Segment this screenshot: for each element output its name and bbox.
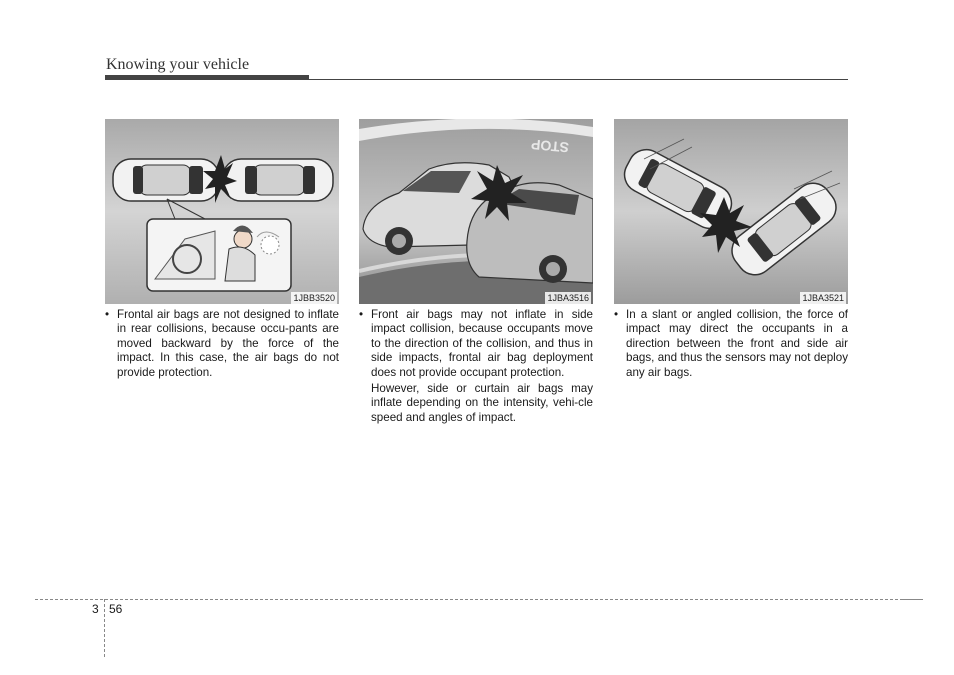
figure-code: 1JBA3516 <box>547 293 589 303</box>
header-rule <box>105 79 848 80</box>
chapter-number: 3 <box>92 602 99 616</box>
column-1-text <box>105 308 339 380</box>
page-number: 56 <box>109 602 123 616</box>
occupant-inset <box>147 219 291 291</box>
bullet-marker: • <box>105 308 110 321</box>
column-2-text <box>359 308 593 425</box>
bullet-item <box>359 308 593 380</box>
bullet-marker: • <box>614 308 619 321</box>
footer-divider <box>104 599 105 657</box>
bullet-item <box>614 308 848 380</box>
rear-car <box>113 159 219 201</box>
paragraph: Front air bags may not inflate in side impact collision, because occupants move to the direction of the collision, and thus in side impacts, frontal air bag deployment does not provide occupant protection. <box>371 308 593 379</box>
section-title: Knowing your vehicle <box>106 56 250 73</box>
road-marking: STOP <box>530 136 570 156</box>
figure-code: 1JBB3520 <box>293 293 335 303</box>
angled-collision-illustration <box>614 119 848 304</box>
paragraph: In a slant or angled collision, the force of impact may direct the occupants in a direction between the front and side air bags, and thus the sensors may not deploy any air bags. <box>626 308 848 379</box>
paragraph: Frontal air bags are not designed to inflate in rear collisions, because occu-pants are moved backward by the force of the impact. In this case, the air bags do not provide protection. <box>117 308 339 379</box>
bullet-item <box>105 308 339 380</box>
column-3-text <box>614 308 848 380</box>
side-impact-illustration <box>359 119 593 304</box>
bullet-marker: • <box>359 308 364 321</box>
rear-collision-illustration <box>105 119 339 304</box>
footer-rule <box>35 599 903 600</box>
front-car <box>223 159 333 201</box>
paragraph: However, side or curtain air bags may inflate depending on the intensity, vehi-cle speed and angles of impact. <box>371 382 593 424</box>
footer-rule-end <box>903 599 923 600</box>
figure-code: 1JBA3521 <box>802 293 844 303</box>
